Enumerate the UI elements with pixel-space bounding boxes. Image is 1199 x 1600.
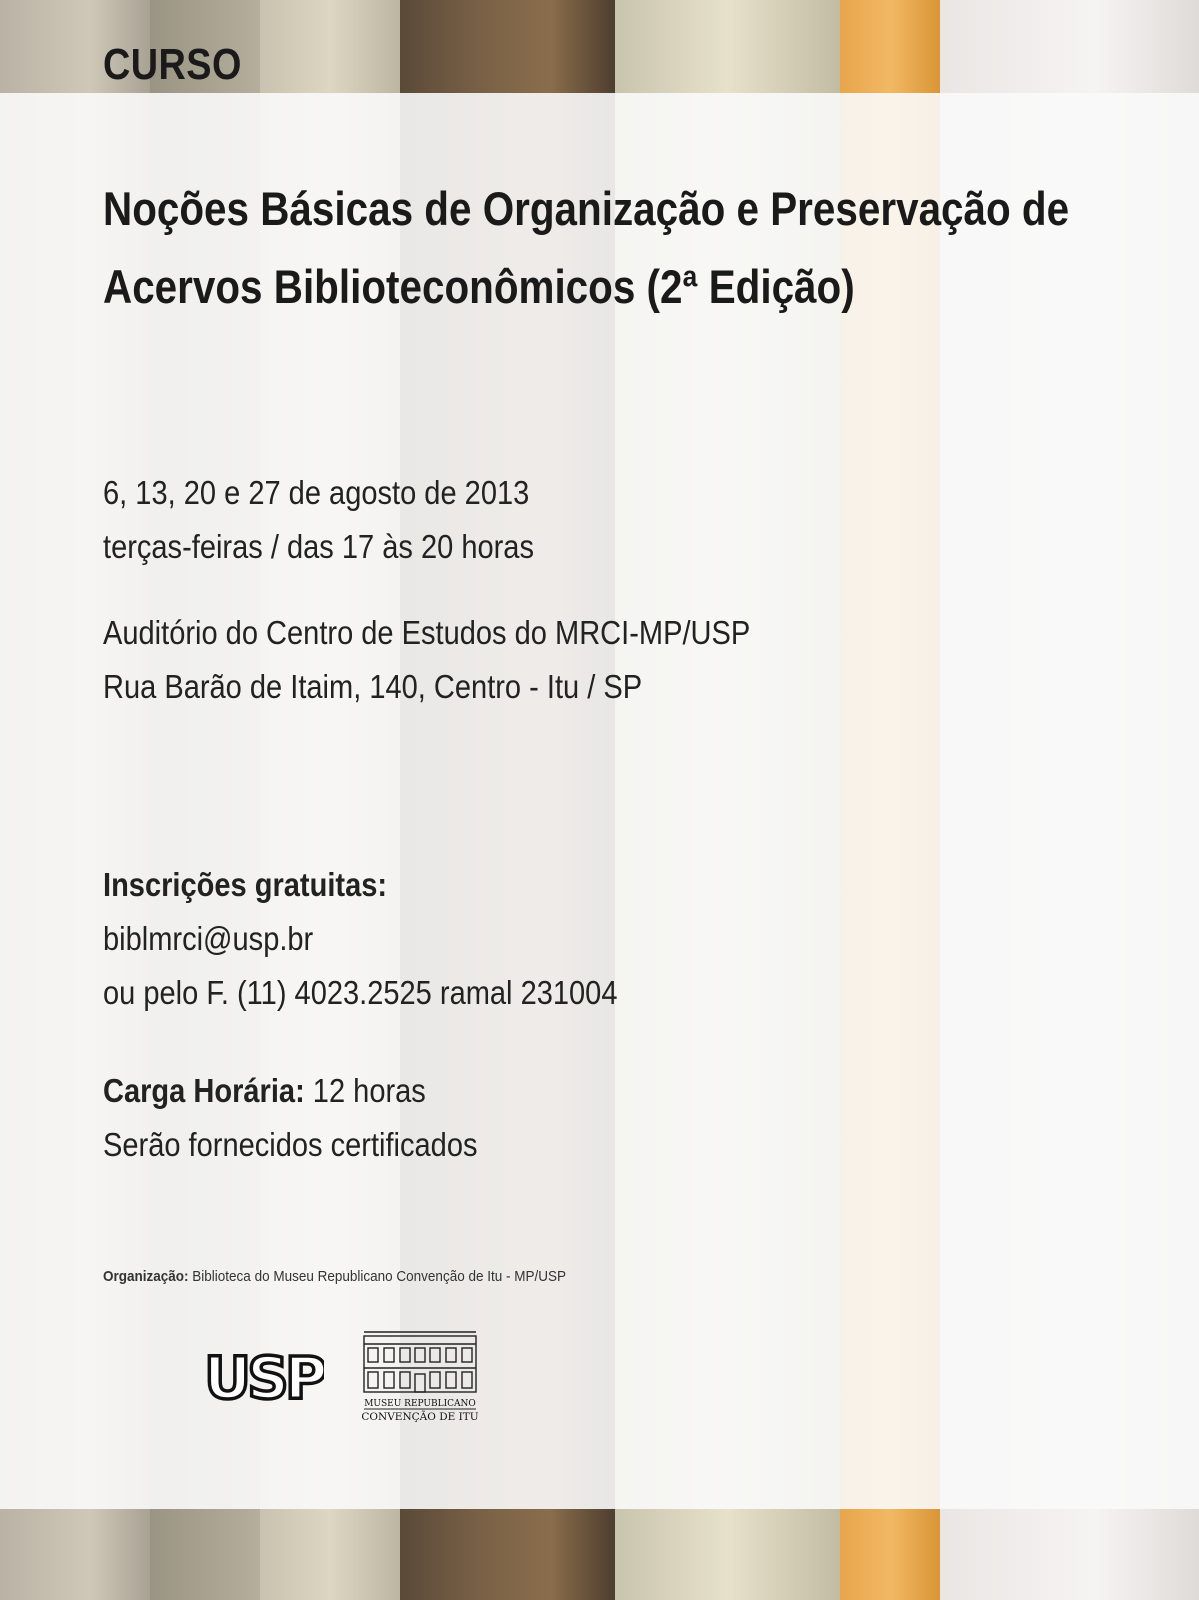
course-dates: 6, 13, 20 e 27 de agosto de 2013: [103, 474, 530, 511]
usp-logo: [204, 1352, 324, 1404]
venue: Auditório do Centro de Estudos do MRCI-MP/USP: [103, 614, 751, 651]
organization-line: [103, 1268, 566, 1285]
museum-logo: [360, 1330, 480, 1426]
schedule-block: [103, 466, 534, 574]
certificates-note: Serão fornecidos certificados: [103, 1126, 478, 1163]
registration-heading: Inscrições gratuitas:: [103, 866, 388, 903]
course-title: [103, 170, 1070, 326]
organization-value: Biblioteca do Museu Republicano Convenção de Itu - MP/USP: [188, 1268, 566, 1285]
workload-line: [103, 1064, 477, 1118]
location-block: [103, 606, 750, 714]
workload-block: [103, 1064, 477, 1172]
address: Rua Barão de Itaim, 140, Centro - Itu / SP: [103, 668, 643, 705]
registration-email: biblmrci@usp.br: [103, 920, 314, 957]
museum-logo-line-1: MUSEU REPUBLICANO: [364, 1399, 476, 1409]
course-label: CURSO: [103, 40, 242, 89]
workload-value: 12 horas: [304, 1072, 426, 1109]
logos-row: [204, 1330, 480, 1426]
registration-block: [103, 858, 617, 1020]
usp-logo-text: USP: [204, 1352, 324, 1404]
registration-phone: ou pelo F. (11) 4023.2525 ramal 231004: [103, 974, 618, 1011]
organization-label: Organização:: [103, 1268, 189, 1285]
course-title-line-1: Noções Básicas de Organização e Preservação de: [103, 182, 1070, 235]
course-times: terças-feiras / das 17 às 20 horas: [103, 528, 534, 565]
museum-logo-line-2: CONVENÇÃO DE ITU: [361, 1411, 479, 1423]
workload-label: Carga Horária:: [103, 1072, 305, 1109]
course-title-line-2: Acervos Biblioteconômicos (2ª Edição): [103, 260, 855, 313]
